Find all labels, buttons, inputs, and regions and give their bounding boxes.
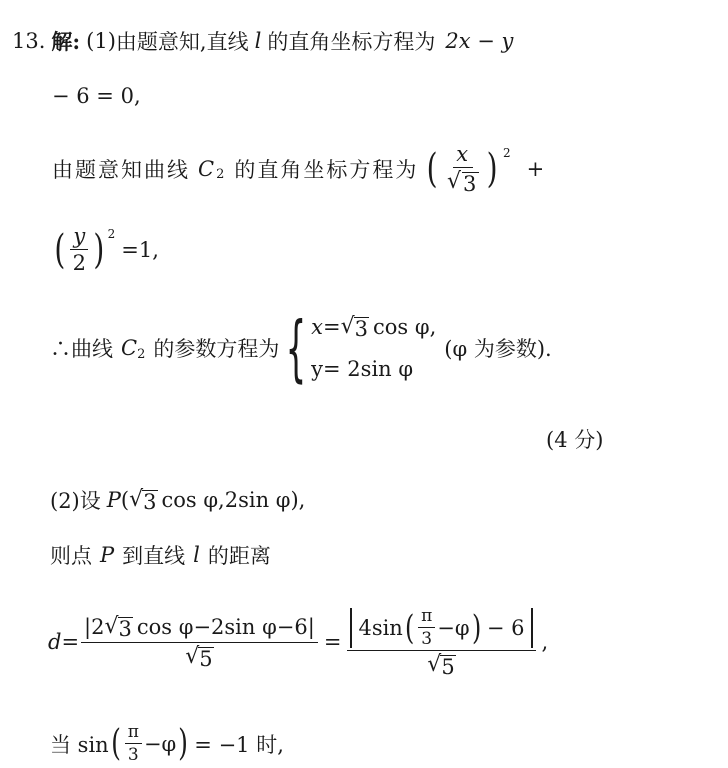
distance-fraction-1: |2 √ 3 cos φ−2sin φ−6| √ 5 (81, 614, 318, 669)
part2-label: (2)设 (50, 489, 101, 513)
line-3: 由题意知曲线 C 2 的直角坐标方程为 ( x √ 3 ) 2 + (52, 142, 547, 196)
solve-label: 解: (51, 29, 81, 54)
line-9: d= |2 √ 3 cos φ−2sin φ−6| √ 5 = 4sin ( $\frac{\pi}{3}$ −φ ) − 6 √ 5 , (48, 606, 549, 679)
brace-icon: { (285, 306, 307, 390)
part1-text: 由题意知,直线 (115, 30, 249, 54)
distance-fraction-2: 4sin ( $\frac{\pi}{3}$ −φ ) − 6 √ 5 (347, 606, 535, 678)
fraction-y-2: $\frac{y}{2}$ (70, 224, 89, 275)
part1-label: (1) (86, 29, 116, 53)
curve-sub: 2 (216, 167, 227, 183)
line-8: 则点 P 到直线 l 的距离 (50, 543, 271, 568)
line-10: 当 sin ( $\frac{\pi}{3}$ −φ ) = −1 时, (50, 722, 284, 765)
line-2 (52, 84, 141, 108)
curve-intro: 由题意知曲线 (52, 157, 190, 182)
line-7: (2)设 P ( √ 3 cos φ,2sin φ), (50, 486, 306, 514)
square-exp-2: 2 (107, 226, 116, 241)
line-var: l (254, 29, 262, 53)
line-4: ( $\frac{y}{2}$ ) 2 =1, (54, 224, 159, 275)
line-eq-a: 2x − y (445, 29, 514, 53)
square-exp-1: 2 (502, 145, 513, 160)
therefore-text: ∴曲线 (50, 337, 113, 361)
curve-name: C (198, 156, 217, 181)
score: (4 分) (546, 428, 604, 452)
part1-text2: 的直角坐标方程为 (267, 30, 436, 54)
param-text: 的参数方程为 (153, 337, 280, 361)
line-eq-b: − 6 = 0, (52, 84, 141, 108)
curve-intro2: 的直角坐标方程为 (234, 157, 419, 182)
score-line (546, 424, 603, 454)
fraction-x-sqrt3: x √ 3 (446, 142, 479, 196)
param-system: x= √ 3 cos φ, y= 2sin φ (311, 314, 437, 381)
d-label: d= (48, 630, 80, 655)
param-note: (φ 为参数). (444, 337, 552, 361)
line-1 (12, 26, 513, 56)
plus-sign: + (526, 156, 547, 181)
line-5: ∴曲线 C 2 的参数方程为 { x= √ 3 cos φ, y= 2sin φ (φ 为参数). (50, 306, 552, 390)
equals-one: =1, (121, 237, 159, 262)
problem-number: 13. (12, 29, 46, 53)
